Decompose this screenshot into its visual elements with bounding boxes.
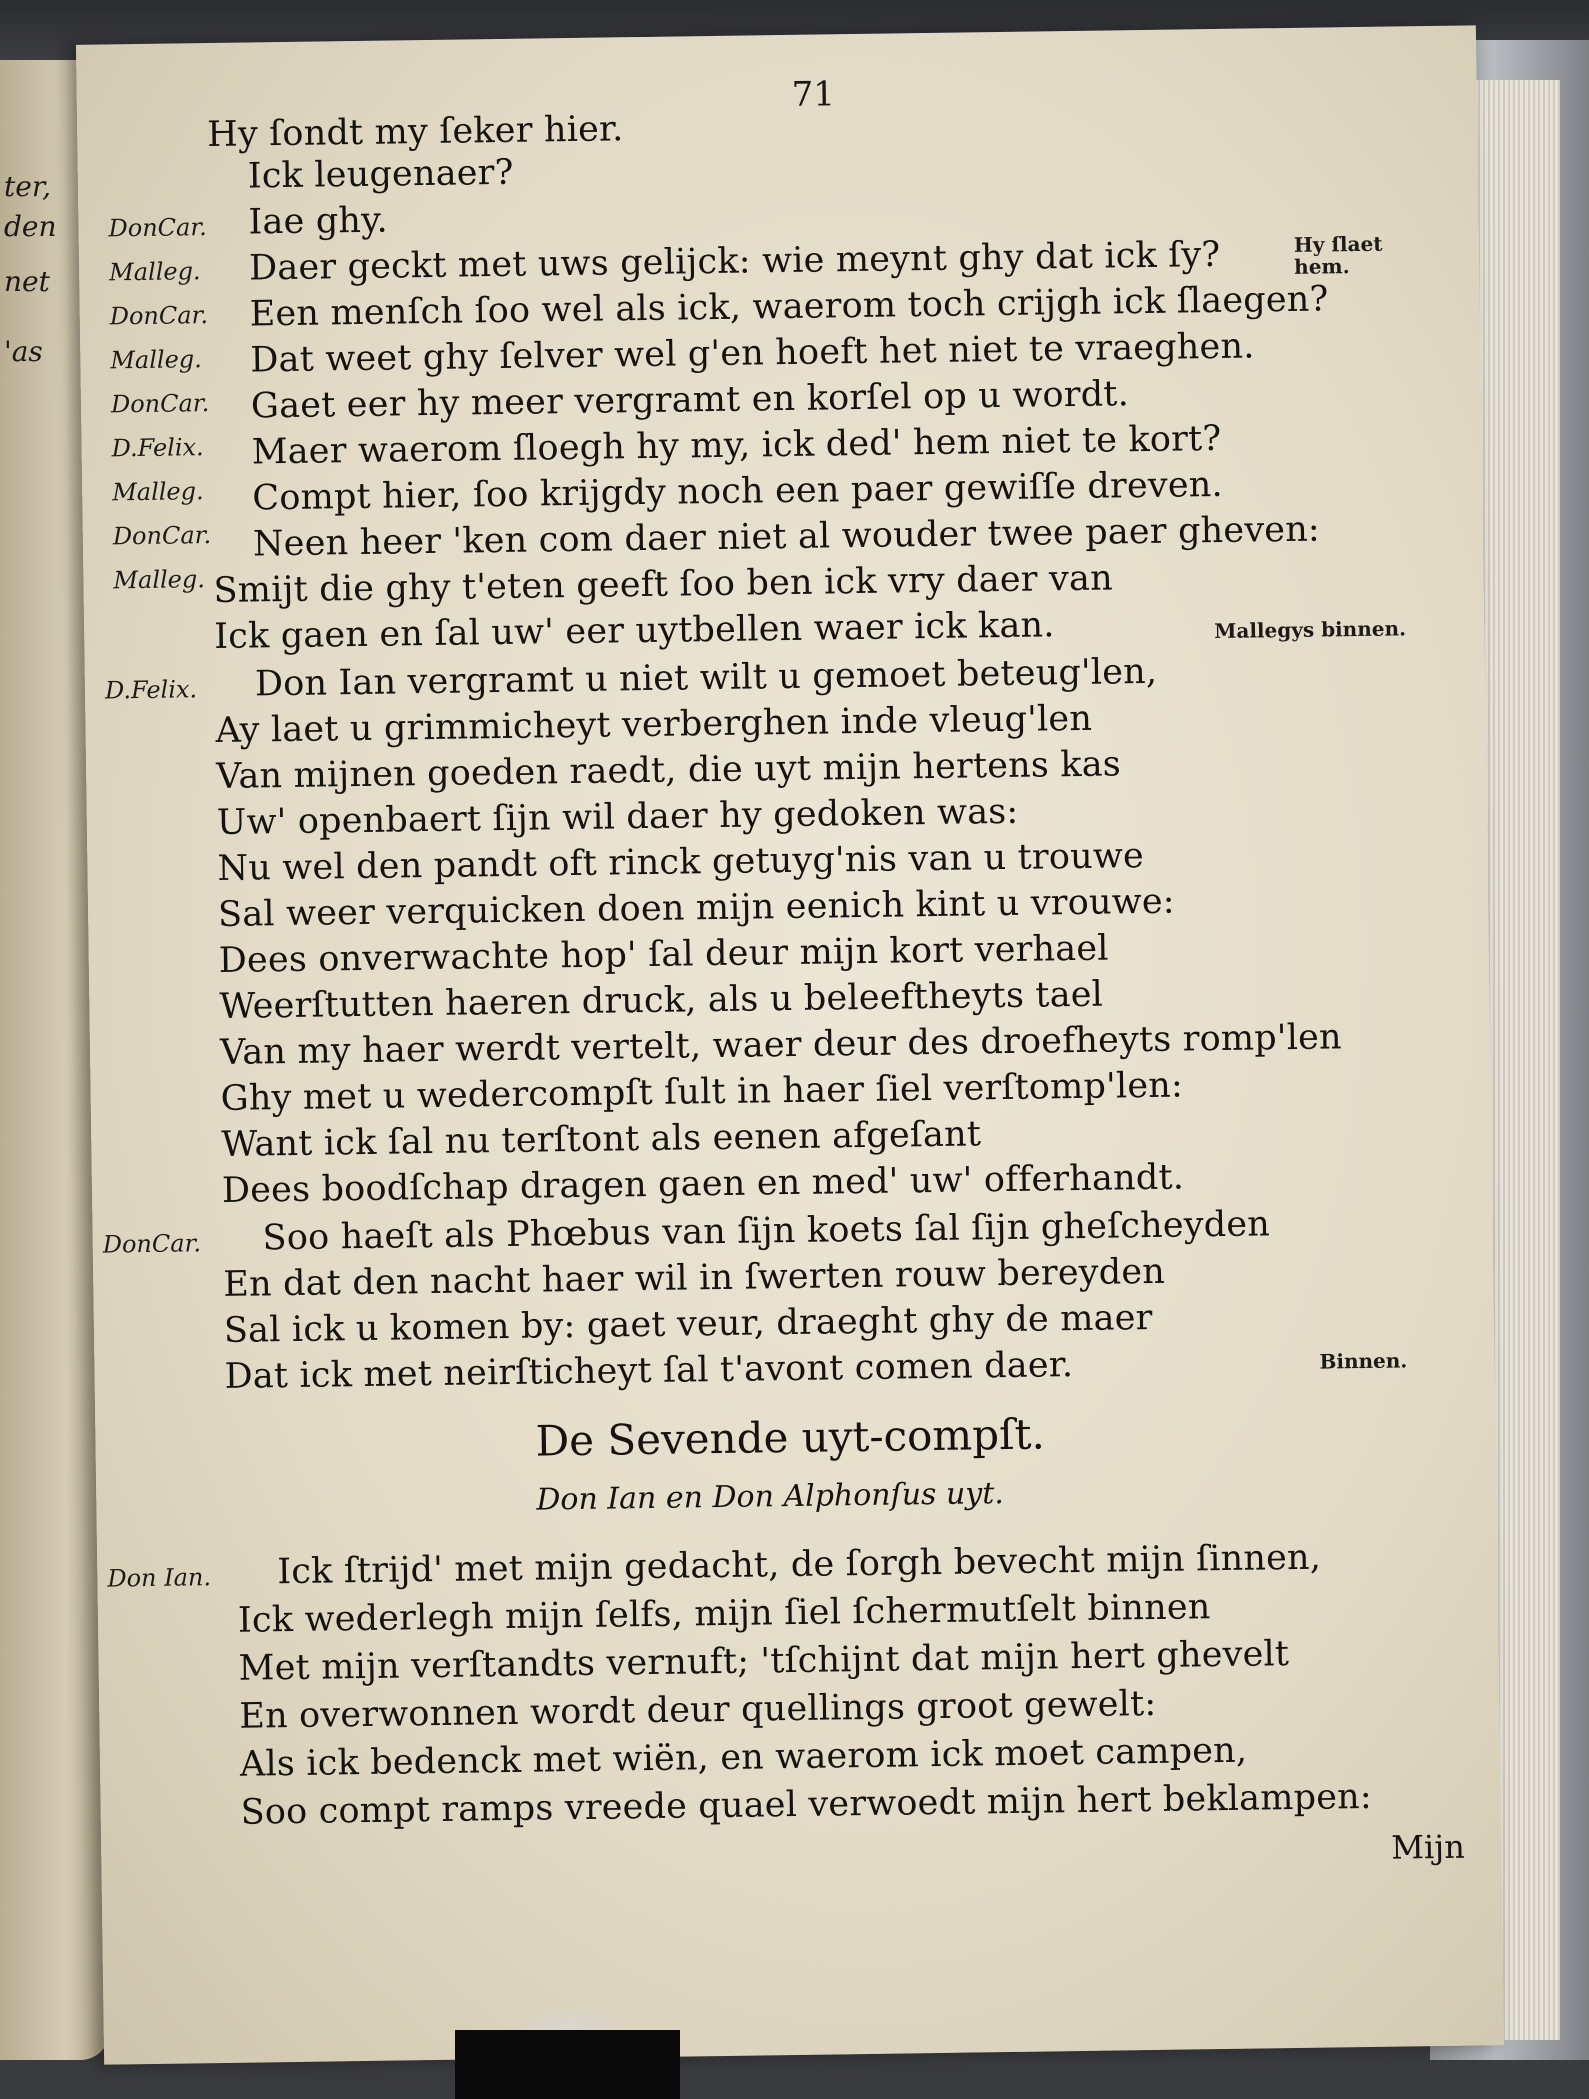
stage-direction: Hy ſlaet hem. bbox=[1293, 231, 1383, 279]
text-line: Smijt die ghy t'eten geeft ſoo ben ick vry daer van bbox=[213, 558, 1114, 612]
text-line: Uw' openbaert ſijn wil daer hy gedoken was: bbox=[216, 791, 1019, 843]
text-line: Sal ick u komen by: gaet veur, draeght ghy de maer bbox=[223, 1297, 1153, 1351]
text-line: Van mijnen goeden raedt, die uyt mijn hertens kas bbox=[215, 744, 1122, 797]
speaker-name: Malleg. bbox=[112, 477, 204, 507]
text-line: En dat den nacht haer wil in ſwerten rouw bereyden bbox=[223, 1251, 1166, 1305]
dark-object bbox=[455, 2030, 680, 2099]
left-page-fragment: 'as bbox=[4, 335, 43, 368]
text-line: Als ick bedenck met wiën, en waerom ick moet campen, bbox=[239, 1730, 1248, 1785]
scene-subheading: Don Ian en Don Alphonſus uyt. bbox=[536, 1476, 1005, 1518]
text-line: Iae ghy. bbox=[248, 200, 389, 243]
text-line: Met mijn verſtandts vernuft; 'tſchijnt dat mijn hert ghevelt bbox=[238, 1634, 1290, 1689]
text-line: Soo compt ramps vreede quael verwoedt mijn hert beklampen: bbox=[240, 1776, 1373, 1833]
text-line: Van my haer werdt vertelt, waer deur des droefheyts romp'len bbox=[219, 1017, 1343, 1073]
speaker-name: D.Felix. bbox=[111, 433, 204, 463]
left-page-fragment: ter, bbox=[4, 170, 52, 203]
text-line: Want ick ſal nu terſtont als eenen afgeſant bbox=[221, 1114, 982, 1165]
speaker-name: DonCar. bbox=[102, 1229, 202, 1259]
text-line: Nu wel den pandt oft rinck getuyg'nis van u trouwe bbox=[217, 836, 1145, 889]
text-line: Dees boodſchap dragen gaen en med' uw' offerhandt. bbox=[221, 1157, 1185, 1211]
text-line: Dat ick met neirſticheyt ſal t'avont comen daer. bbox=[224, 1345, 1074, 1397]
text-line: Neen heer 'ken com daer niet al wouder twee paer gheven: bbox=[252, 509, 1321, 565]
speaker-name: DonCar. bbox=[109, 301, 209, 331]
stage-direction: Mallegys binnen. bbox=[1214, 616, 1407, 644]
text-line: Don Ian vergramt u niet wilt u gemoet beteug'len, bbox=[254, 651, 1158, 705]
text-line: Sal weer verquicken doen mijn eenich kint u vrouwe: bbox=[217, 881, 1176, 935]
speaker-name: Don Ian. bbox=[107, 1563, 212, 1593]
text-line: Compt hier, ſoo krijgdy noch een paer gewiſſe dreven. bbox=[252, 464, 1224, 519]
speaker-name: D.Felix. bbox=[104, 675, 198, 705]
catchword: Mijn bbox=[1391, 1827, 1466, 1867]
page-number: 71 bbox=[791, 74, 836, 115]
text-line: Ay laet u grimmicheyt verberghen inde vleug'len bbox=[215, 698, 1093, 751]
text-line: Maer waerom ſloegh hy my, ick ded' hem niet te kort? bbox=[251, 418, 1222, 473]
text-line: Hy ſondt my ſeker hier. bbox=[206, 109, 624, 156]
speaker-name: Malleg. bbox=[110, 345, 202, 375]
text-line: Gaet eer hy meer vergramt en korſel op u wordt. bbox=[250, 374, 1130, 427]
speaker-name: DonCar. bbox=[108, 213, 208, 243]
text-line: Ick wederlegh mijn ſelfs, mijn ſiel ſchermutſelt binnen bbox=[237, 1587, 1211, 1641]
speaker-name: Malleg. bbox=[108, 257, 201, 287]
speaker-name: DonCar. bbox=[112, 521, 212, 551]
text-line: Ghy met u wedercompſt ſult in haer ſiel verſtomp'len: bbox=[220, 1065, 1184, 1119]
text-line: Ick leugenaer? bbox=[247, 152, 514, 197]
left-page-fragment: den bbox=[4, 210, 57, 243]
text-line: Ick ſtrijd' met mijn gedacht, de ſorgh bevecht mijn ſinnen, bbox=[277, 1537, 1322, 1593]
speaker-name: DonCar. bbox=[110, 389, 210, 419]
text-line: Een menſch ſoo wel als ick, waerom toch crijgh ick ſlaegen? bbox=[249, 279, 1329, 335]
stage-direction: Binnen. bbox=[1319, 1348, 1408, 1374]
text-line: En overwonnen wordt deur quellings groot gewelt: bbox=[239, 1683, 1157, 1737]
book-page bbox=[76, 25, 1504, 2064]
text-line: Daer geckt met uws gelijck: wie meynt ghy dat ick ſy? bbox=[248, 234, 1221, 289]
speaker-name: Malleg. bbox=[113, 565, 206, 595]
text-line: Ick gaen en ſal uw' eer uytbellen waer ick kan. bbox=[213, 605, 1055, 657]
text-line: Dees onverwachte hop' ſal deur mijn kort verhael bbox=[218, 928, 1109, 981]
text-line: Dat weet ghy ſelver wel g'en hoeft het niet te vraeghen. bbox=[250, 326, 1255, 381]
text-line: Weerſtutten haeren druck, als u beleeftheyts tael bbox=[219, 974, 1104, 1027]
text-line: Soo haeſt als Phœbus van ſijn koets ſal ſijn gheſcheyden bbox=[262, 1204, 1271, 1259]
left-page-fragment: net bbox=[4, 265, 50, 298]
scene-heading: De Sevende uyt-compſt. bbox=[535, 1409, 1046, 1466]
